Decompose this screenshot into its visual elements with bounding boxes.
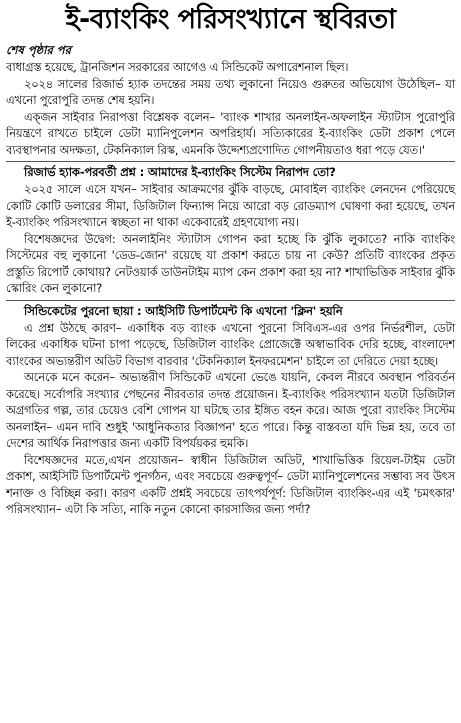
body-paragraph: অনেকে মনে করেন– অভ্যন্তরীণ সিন্ডিকেট এখনো ভেঙে যায়নি, কেবল নীরবে অবস্থান পরিবর্তন করেছে। সর্বোপরি সংখ্যার পেছনের নীরবতার তদন্ত প্রয়োজন। ই-ব্যাংকিং পরিসংখ্যান যতটা ডিজিটাল অগ্রগতির গল্প, তার চেয়েও বেশি গোপন যা ঘটছে তার ইঙ্গিত বহন করে। আজ পুরো ব্যাংকিং সিস্টেম অনলাইন– এমন দাবি শুধুই 'আধুনিকতার বিজ্ঞাপন' হতে পারে। কিন্তু বাস্তবতা যদি ভিন্ন হয়, তবে তা দেশের আর্থিক নিরাপত্তার জন্য একটি বিপর্যয়কর হুমকি। [6,370,455,450]
section-divider [6,300,455,301]
body-paragraph: ২০২৪ সালের রিজার্ভ হ্যাক তদন্তের সময় তথ্য লুকানো নিয়েও গুরুতর অভিযোগ উঠেছিল– যা এখনো পুরোপুরি তদন্ত শেষ হয়নি। [6,76,455,107]
body-paragraph: বাধাগ্রস্ত হয়েছে, ট্রানজিশন সরকারের আগেও এ সিন্ডিকেট অপারেশনাল ছিল। [6,60,349,74]
body-paragraph: বিশেষজ্ঞদের মতে,এখন প্রয়োজন– স্বাধীন ডিজিটাল অডিট, শাখাভিত্তিক রিয়েল-টাইম ডেটা প্রকাশ, আইসিটি ডিপার্টমেন্ট পুনর্গঠন, এবং সবচেয়ে গুরুত্বপূর্ণ– ডেটা ম্যানিপুলেশনের সম্ভাব্য সব উৎস শনাক্ত ও বিচ্ছিন্ন করা। কারণ একটি প্রশ্নই সবচেয়ে তাৎপর্যপূর্ণ: ডিজিটাল ব্যাংকিং-এর এই 'চমৎকার' পরিসংখ্যান– এটা কি সত্যি, নাকি নতুন কোনো কারসাজির জন্য পর্দা? [6,452,455,516]
section-subhead: সিন্ডিকেটের পুরনো ছায়া : আইসিটি ডিপার্টমেন্ট কি এখনো 'ক্লিন' হয়নি [24,303,343,318]
body-paragraph: এ প্রশ্ন উঠছে কারণ– একাধিক বড় ব্যাংক এখনো পুরনো সিবিএস-এর ওপর নির্ভরশীল, ডেটা লিকের একাধিক ঘটনা চাপা পড়েছে, ডিজিটাল ব্যাংকিং প্রোজেক্টে অস্বাভাবিক দেরি হচ্ছে, বাংলাদেশ ব্যাংকের অভ্যন্তরীণ অডিট বিভাগ বারবার 'টেকনিক্যাল ইনফরমেশন' চাইলে তা দেরিতে দেয়া হচ্ছে। [6,320,455,368]
body-paragraph: বিশেষজ্ঞদের উদ্বেগ: অনলাইনিং স্ট্যাটাস গোপন করা হচ্ছে কি ঝুঁকি লুকাতে? নাকি ব্যাংকিং সিস্টেমের বহু লুকানো 'ডেড-জোন' রয়েছে যা প্রকাশ করতে চায় না কেউ? প্রতিটি ব্যাংকের প্রকৃত প্রস্তুতি রিপোর্ট কোথায়? নেটওয়ার্ক ডাউনটাইম ম্যাপ কেন প্রকাশ করা হয় না? শাখাভিত্তিক সাইবার ঝুঁকি স্কোরিং কেন লুকানো? [6,231,455,295]
section-subhead: রিজার্ভ হ্যাক-পরবর্তী প্রশ্ন : আমাদের ই-ব্যাংকিং সিস্টেম নিরাপদ তো? [24,165,336,179]
continuation-label: শেষ পৃষ্ঠার পর [6,43,71,57]
body-paragraph: ২০২৫ সালে এসে যখন– সাইবার আক্রমণের ঝুঁকি বাড়ছে, মোবাইল ব্যাংকিং লেনদেন পেরিয়েছে কোটি কোটি ডলারের সীমা, ডিজিটাল ফিন্যান্স নিয়ে আরো বড় রোডম্যাপ ঘোষণা করা হয়েছে, তখন ই-ব্যাংকিং পরিসংখ্যানে স্বচ্ছতা না থাকা একেবারেই গ্রহণযোগ্য নয়। [6,182,455,229]
body-paragraph: এক্জন সাইবার নিরাপত্তা বিশ্লেষক বলেন– 'ব্যাংক শাখার অনলাইন-অফলাইন স্ট্যাটাস পুরোপুরি নিয়ন্ত্রণে রাখতে চাইলে ডেটা ম্যানিপুলেশন অপরিহার্য। সত্যিকারের ই-ব্যাংকিং ডেটা প্রকাশ পেলে ব্যবস্থাপনার অদক্ষতা, টেকনিক্যাল রিস্ক, এমনকি উদ্দেশ্যপ্রণোদিত গোপনীয়তাও ধরা পড়ে যেত।' [6,109,455,157]
article-headline: ই-ব্যাংকিং পরিসংখ্যানে স্থবিরতা [65,4,396,35]
article-body [6,59,455,518]
section-divider [6,161,455,162]
